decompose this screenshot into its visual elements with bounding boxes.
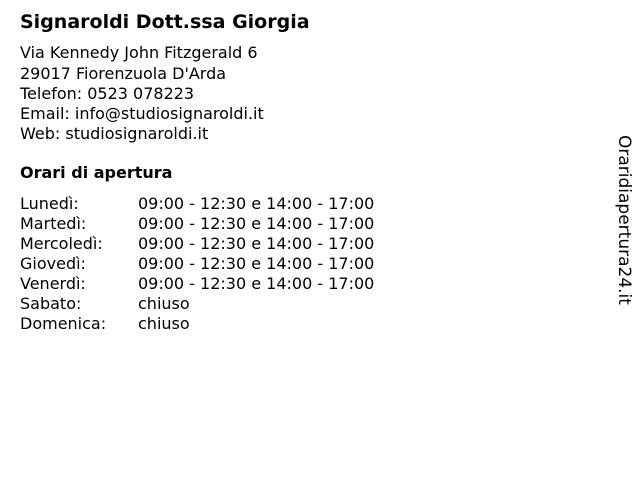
phone-number: Telefon: 0523 078223 bbox=[20, 84, 195, 103]
day-hours: 09:00 - 12:30 e 14:00 - 17:00 bbox=[138, 274, 375, 293]
brand-text: Oraridiapertura24.it bbox=[614, 135, 634, 305]
opening-hours-title: Orari di apertura bbox=[20, 163, 173, 182]
business-name: Signaroldi Dott.ssa Giorgia bbox=[20, 11, 310, 33]
day-label: Sabato: bbox=[20, 294, 82, 313]
day-label: Venerdì: bbox=[20, 274, 86, 293]
hours-row-sunday bbox=[20, 314, 440, 334]
day-hours: 09:00 - 12:30 e 14:00 - 17:00 bbox=[138, 194, 375, 213]
day-label: Giovedì: bbox=[20, 254, 86, 273]
hours-row-tuesday bbox=[20, 214, 440, 234]
day-label: Mercoledì: bbox=[20, 234, 103, 253]
hours-row-thursday bbox=[20, 254, 440, 274]
day-hours: chiuso bbox=[138, 314, 190, 333]
day-label: Martedì: bbox=[20, 214, 87, 233]
hours-row-saturday bbox=[20, 294, 440, 314]
day-hours: 09:00 - 12:30 e 14:00 - 17:00 bbox=[138, 214, 375, 233]
day-label: Lunedì: bbox=[20, 194, 79, 213]
website: Web: studiosignaroldi.it bbox=[20, 124, 209, 143]
hours-row-wednesday bbox=[20, 234, 440, 254]
address-city: 29017 Fiorenzuola D'Arda bbox=[20, 64, 227, 83]
day-label: Domenica: bbox=[20, 314, 107, 333]
hours-row-monday bbox=[20, 194, 440, 214]
email-address: Email: info@studiosignaroldi.it bbox=[20, 104, 264, 123]
day-hours: 09:00 - 12:30 e 14:00 - 17:00 bbox=[138, 234, 375, 253]
day-hours: 09:00 - 12:30 e 14:00 - 17:00 bbox=[138, 254, 375, 273]
brand-watermark bbox=[612, 135, 634, 310]
hours-row-friday bbox=[20, 274, 440, 294]
day-hours: chiuso bbox=[138, 294, 190, 313]
address-street: Via Kennedy John Fitzgerald 6 bbox=[20, 43, 258, 62]
